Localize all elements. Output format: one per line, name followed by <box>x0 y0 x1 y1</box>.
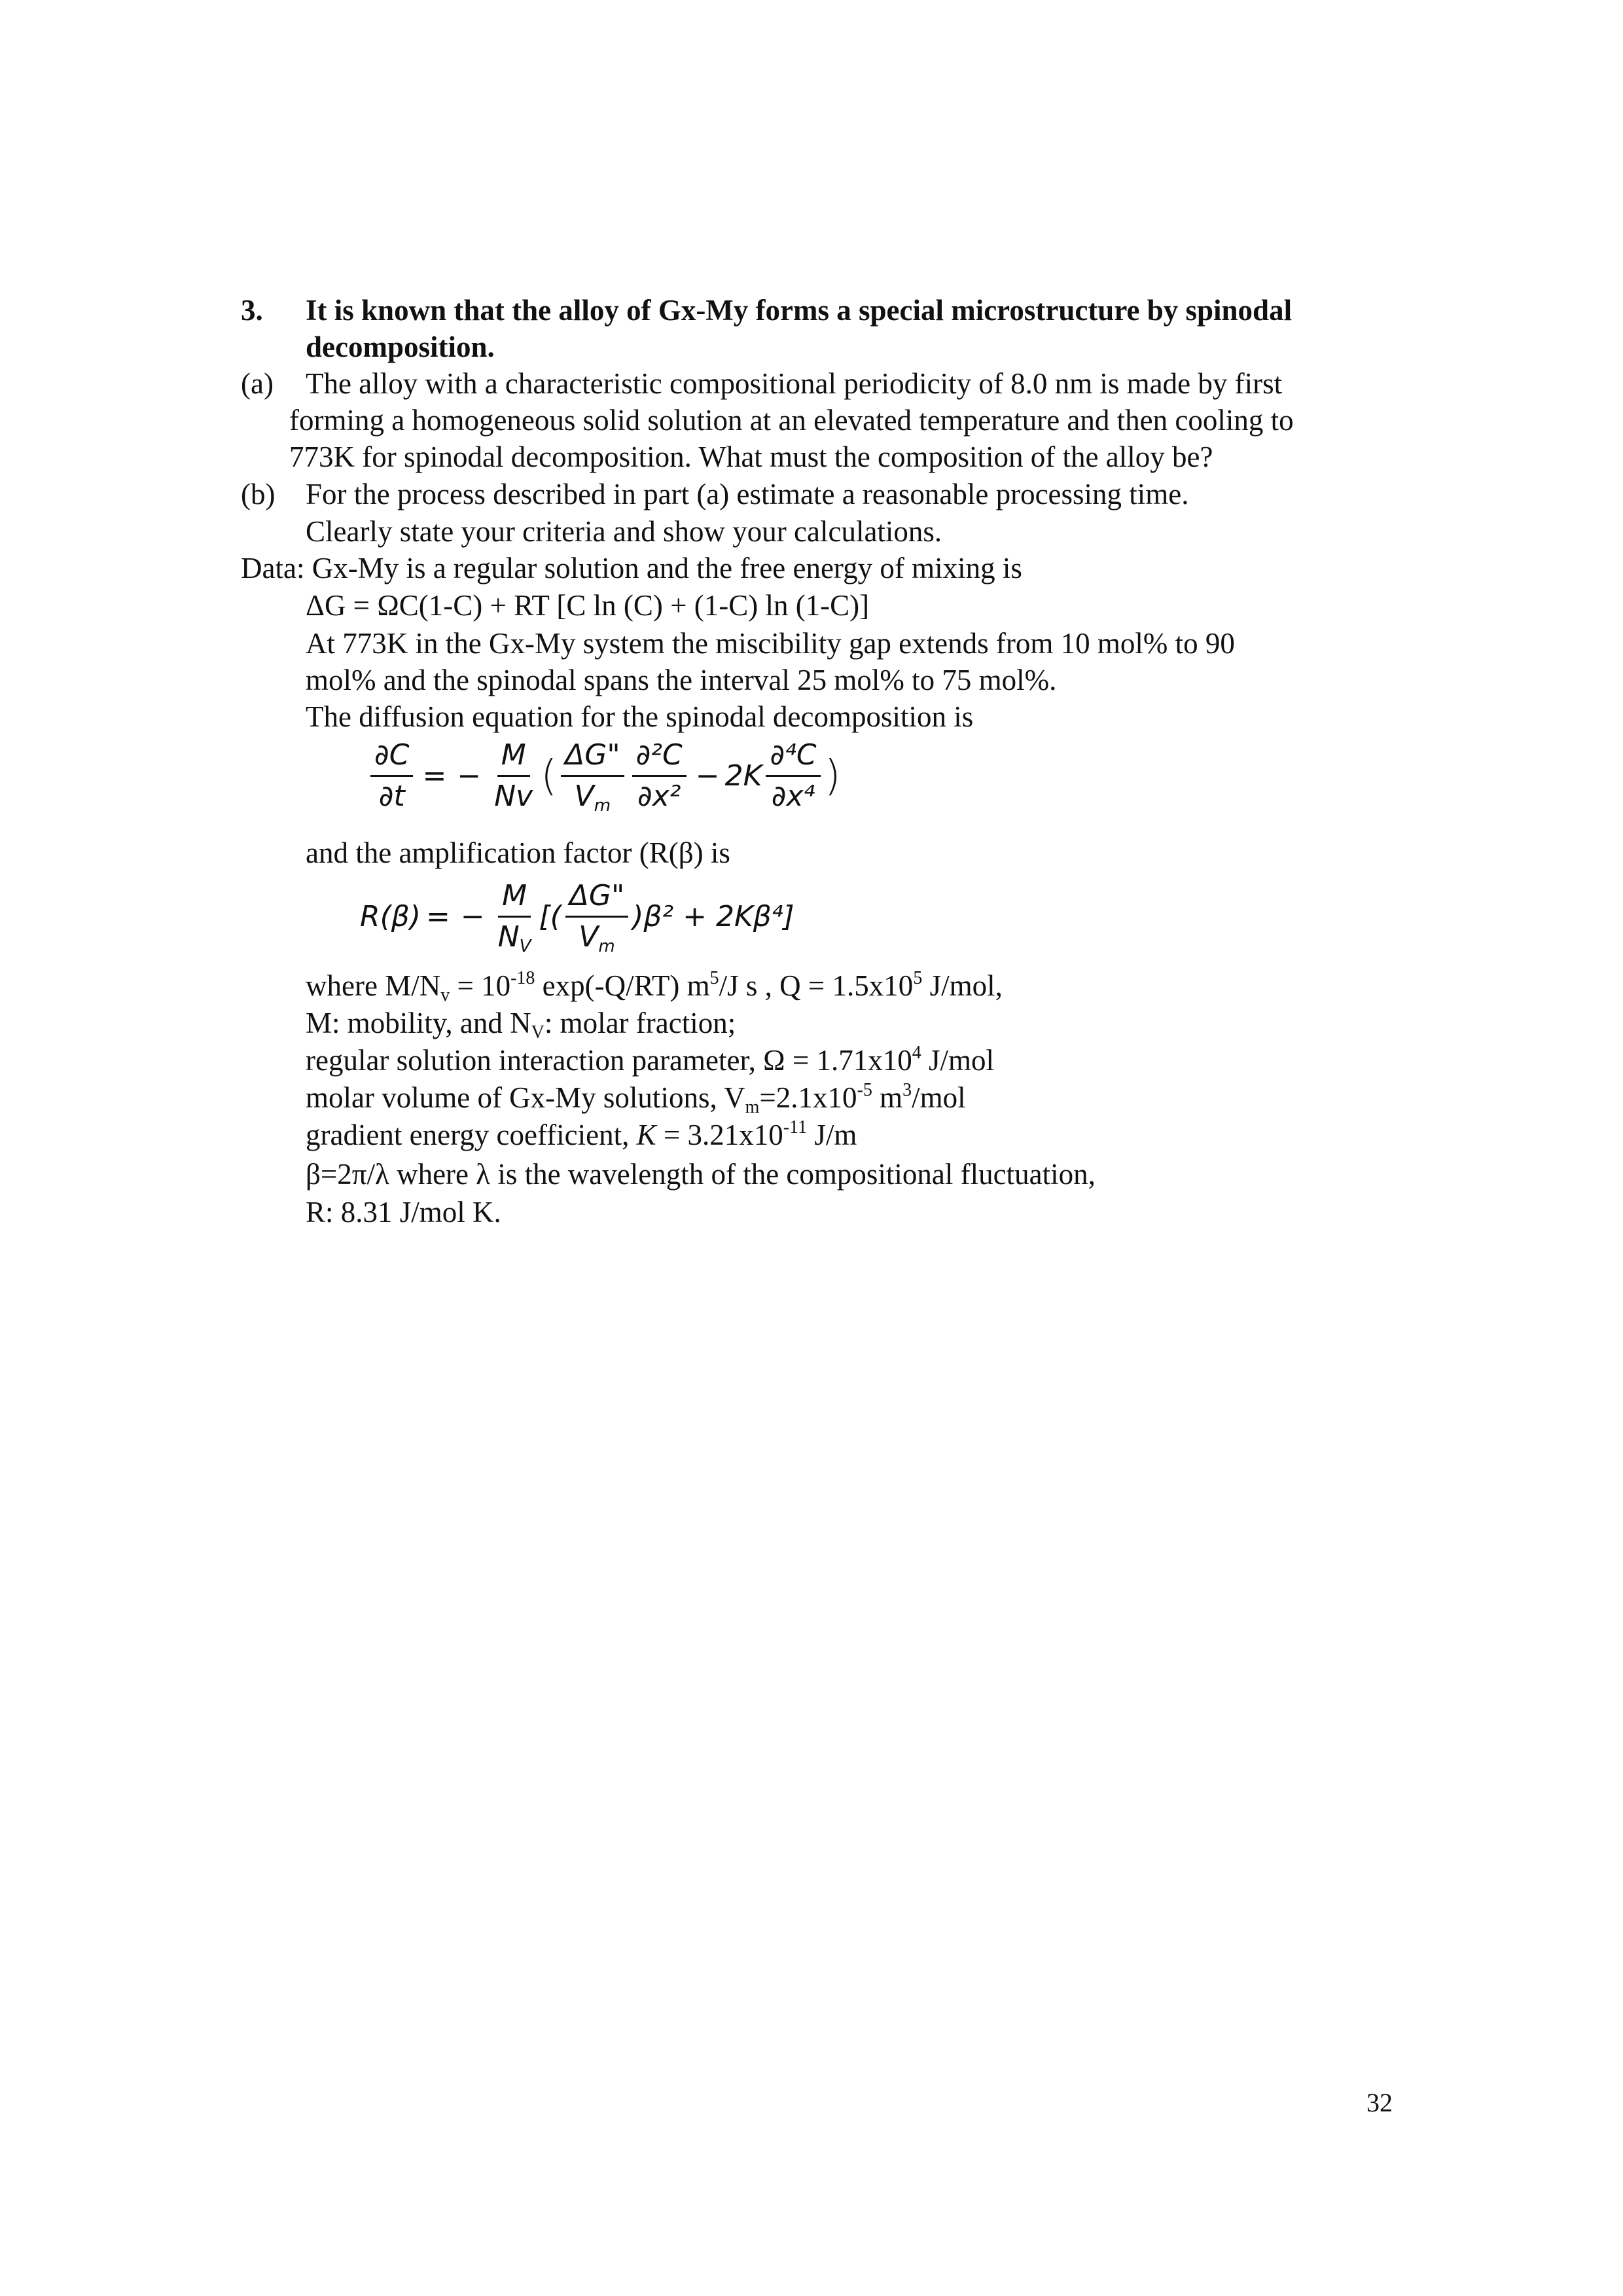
eq-term: R(β) <box>360 900 421 933</box>
gradient-energy <box>306 1117 857 1153</box>
part-a-text: The alloy with a characteristic compositional periodicity of 8.0 nm is made by first <box>306 367 1283 400</box>
eq-term: Nv <box>494 780 533 813</box>
eq-subscript: m <box>594 796 611 816</box>
subscript: m <box>745 1097 760 1117</box>
text: = 3.21x10 <box>656 1119 783 1151</box>
text: regular solution interaction parameter, Ω = 1.71x10 <box>306 1044 912 1077</box>
eq-term: V <box>574 780 594 813</box>
subscript: v <box>440 985 450 1005</box>
text: /mol <box>912 1081 966 1114</box>
mobility-expression <box>306 967 1003 1004</box>
eq-op: = <box>425 900 450 933</box>
part-a-text: forming a homogeneous solid solution at an elevated temperature and then cooling to <box>289 404 1294 437</box>
text: =2.1x10 <box>759 1081 857 1114</box>
exponent: -18 <box>510 968 535 988</box>
part-b-text: Clearly state your criteria and show your calculations. <box>306 515 942 548</box>
eq-term: V <box>579 920 599 954</box>
subscript: V <box>531 1022 544 1043</box>
text: exp(-Q/RT) m <box>535 969 710 1002</box>
eq-term: ΔG" <box>565 879 628 918</box>
eq-term: ∂x⁴ <box>771 780 815 813</box>
page-number: 32 <box>1366 2088 1393 2117</box>
eq-bracket: [( <box>539 900 562 933</box>
text: M: mobility, and N <box>306 1007 531 1039</box>
text: /J s , Q = 1.5x10 <box>719 969 914 1002</box>
part-a-label: (a) <box>241 367 274 400</box>
eq-paren: ) <box>824 751 841 800</box>
eq-term: N <box>497 920 520 954</box>
data-intro: Data: Gx-My is a regular solution and the free energy of mixing is <box>241 552 1022 584</box>
text: m <box>872 1081 903 1114</box>
eq-term: M <box>497 738 530 777</box>
exponent: 5 <box>913 968 923 988</box>
eq-term: ∂t <box>378 780 405 813</box>
gas-constant: R: 8.31 J/mol K. <box>306 1196 501 1229</box>
exponent: 5 <box>709 968 719 988</box>
symbol: K <box>636 1119 656 1151</box>
exponent: 3 <box>902 1080 912 1100</box>
mobility-definition <box>306 1005 736 1041</box>
eq-term: 2K <box>724 759 762 793</box>
eq-op: = <box>422 759 447 793</box>
eq-subscript: m <box>598 937 615 956</box>
exponent: -5 <box>857 1080 872 1100</box>
text: J/mol, <box>922 969 1003 1002</box>
interaction-parameter <box>306 1042 994 1079</box>
eq-term: )β² + 2Kβ⁴ <box>632 900 783 933</box>
beta-definition: β=2π/λ where λ is the wavelength of the compositional fluctuation, <box>306 1158 1096 1191</box>
part-b-text: For the process described in part (a) estimate a reasonable processing time. <box>306 478 1189 511</box>
exponent: 4 <box>912 1043 921 1063</box>
amplification-equation <box>360 879 794 954</box>
text: J/m <box>807 1119 857 1151</box>
molar-volume <box>306 1079 966 1116</box>
miscibility-text: At 773K in the Gx-My system the miscibility gap extends from 10 mol% to 90 <box>306 627 1235 660</box>
problem-number: 3. <box>241 294 263 327</box>
diffusion-intro: The diffusion equation for the spinodal decomposition is <box>306 700 974 733</box>
part-a-text: 773K for spinodal decomposition. What must the composition of the alloy be? <box>289 440 1213 473</box>
text: = 10 <box>450 969 511 1002</box>
eq-term: ∂C <box>370 738 413 777</box>
eq-term: M <box>498 879 531 918</box>
eq-term: ∂²C <box>632 738 687 777</box>
eq-op: − <box>457 759 482 793</box>
eq-term: ΔG" <box>561 738 624 777</box>
eq-paren: ( <box>541 751 558 800</box>
problem-title-line: decomposition. <box>306 331 495 363</box>
diffusion-equation <box>366 738 841 814</box>
text: where M/N <box>306 969 441 1002</box>
eq-op: − <box>460 900 485 933</box>
miscibility-text: mol% and the spinodal spans the interval 25 mol% to 75 mol%. <box>306 664 1057 696</box>
problem-title-line: It is known that the alloy of Gx-My forms a special microstructure by spinodal <box>306 294 1293 327</box>
part-b-label: (b) <box>241 478 276 511</box>
free-energy-equation: ΔG = ΩC(1-C) + RT [C ln (C) + (1-C) ln (1-C)] <box>306 589 870 622</box>
eq-term: ∂⁴C <box>766 738 820 777</box>
text: J/mol <box>921 1044 995 1077</box>
eq-term: ∂x² <box>637 780 681 813</box>
eq-op: − <box>695 759 720 793</box>
exponent: -11 <box>783 1117 808 1138</box>
text: : molar fraction; <box>544 1007 736 1039</box>
eq-bracket: ] <box>783 900 794 933</box>
amplification-intro: and the amplification factor (R(β) is <box>306 836 730 869</box>
eq-subscript: V <box>519 937 531 956</box>
text: molar volume of Gx-My solutions, V <box>306 1081 745 1114</box>
text: gradient energy coefficient, <box>306 1119 637 1151</box>
